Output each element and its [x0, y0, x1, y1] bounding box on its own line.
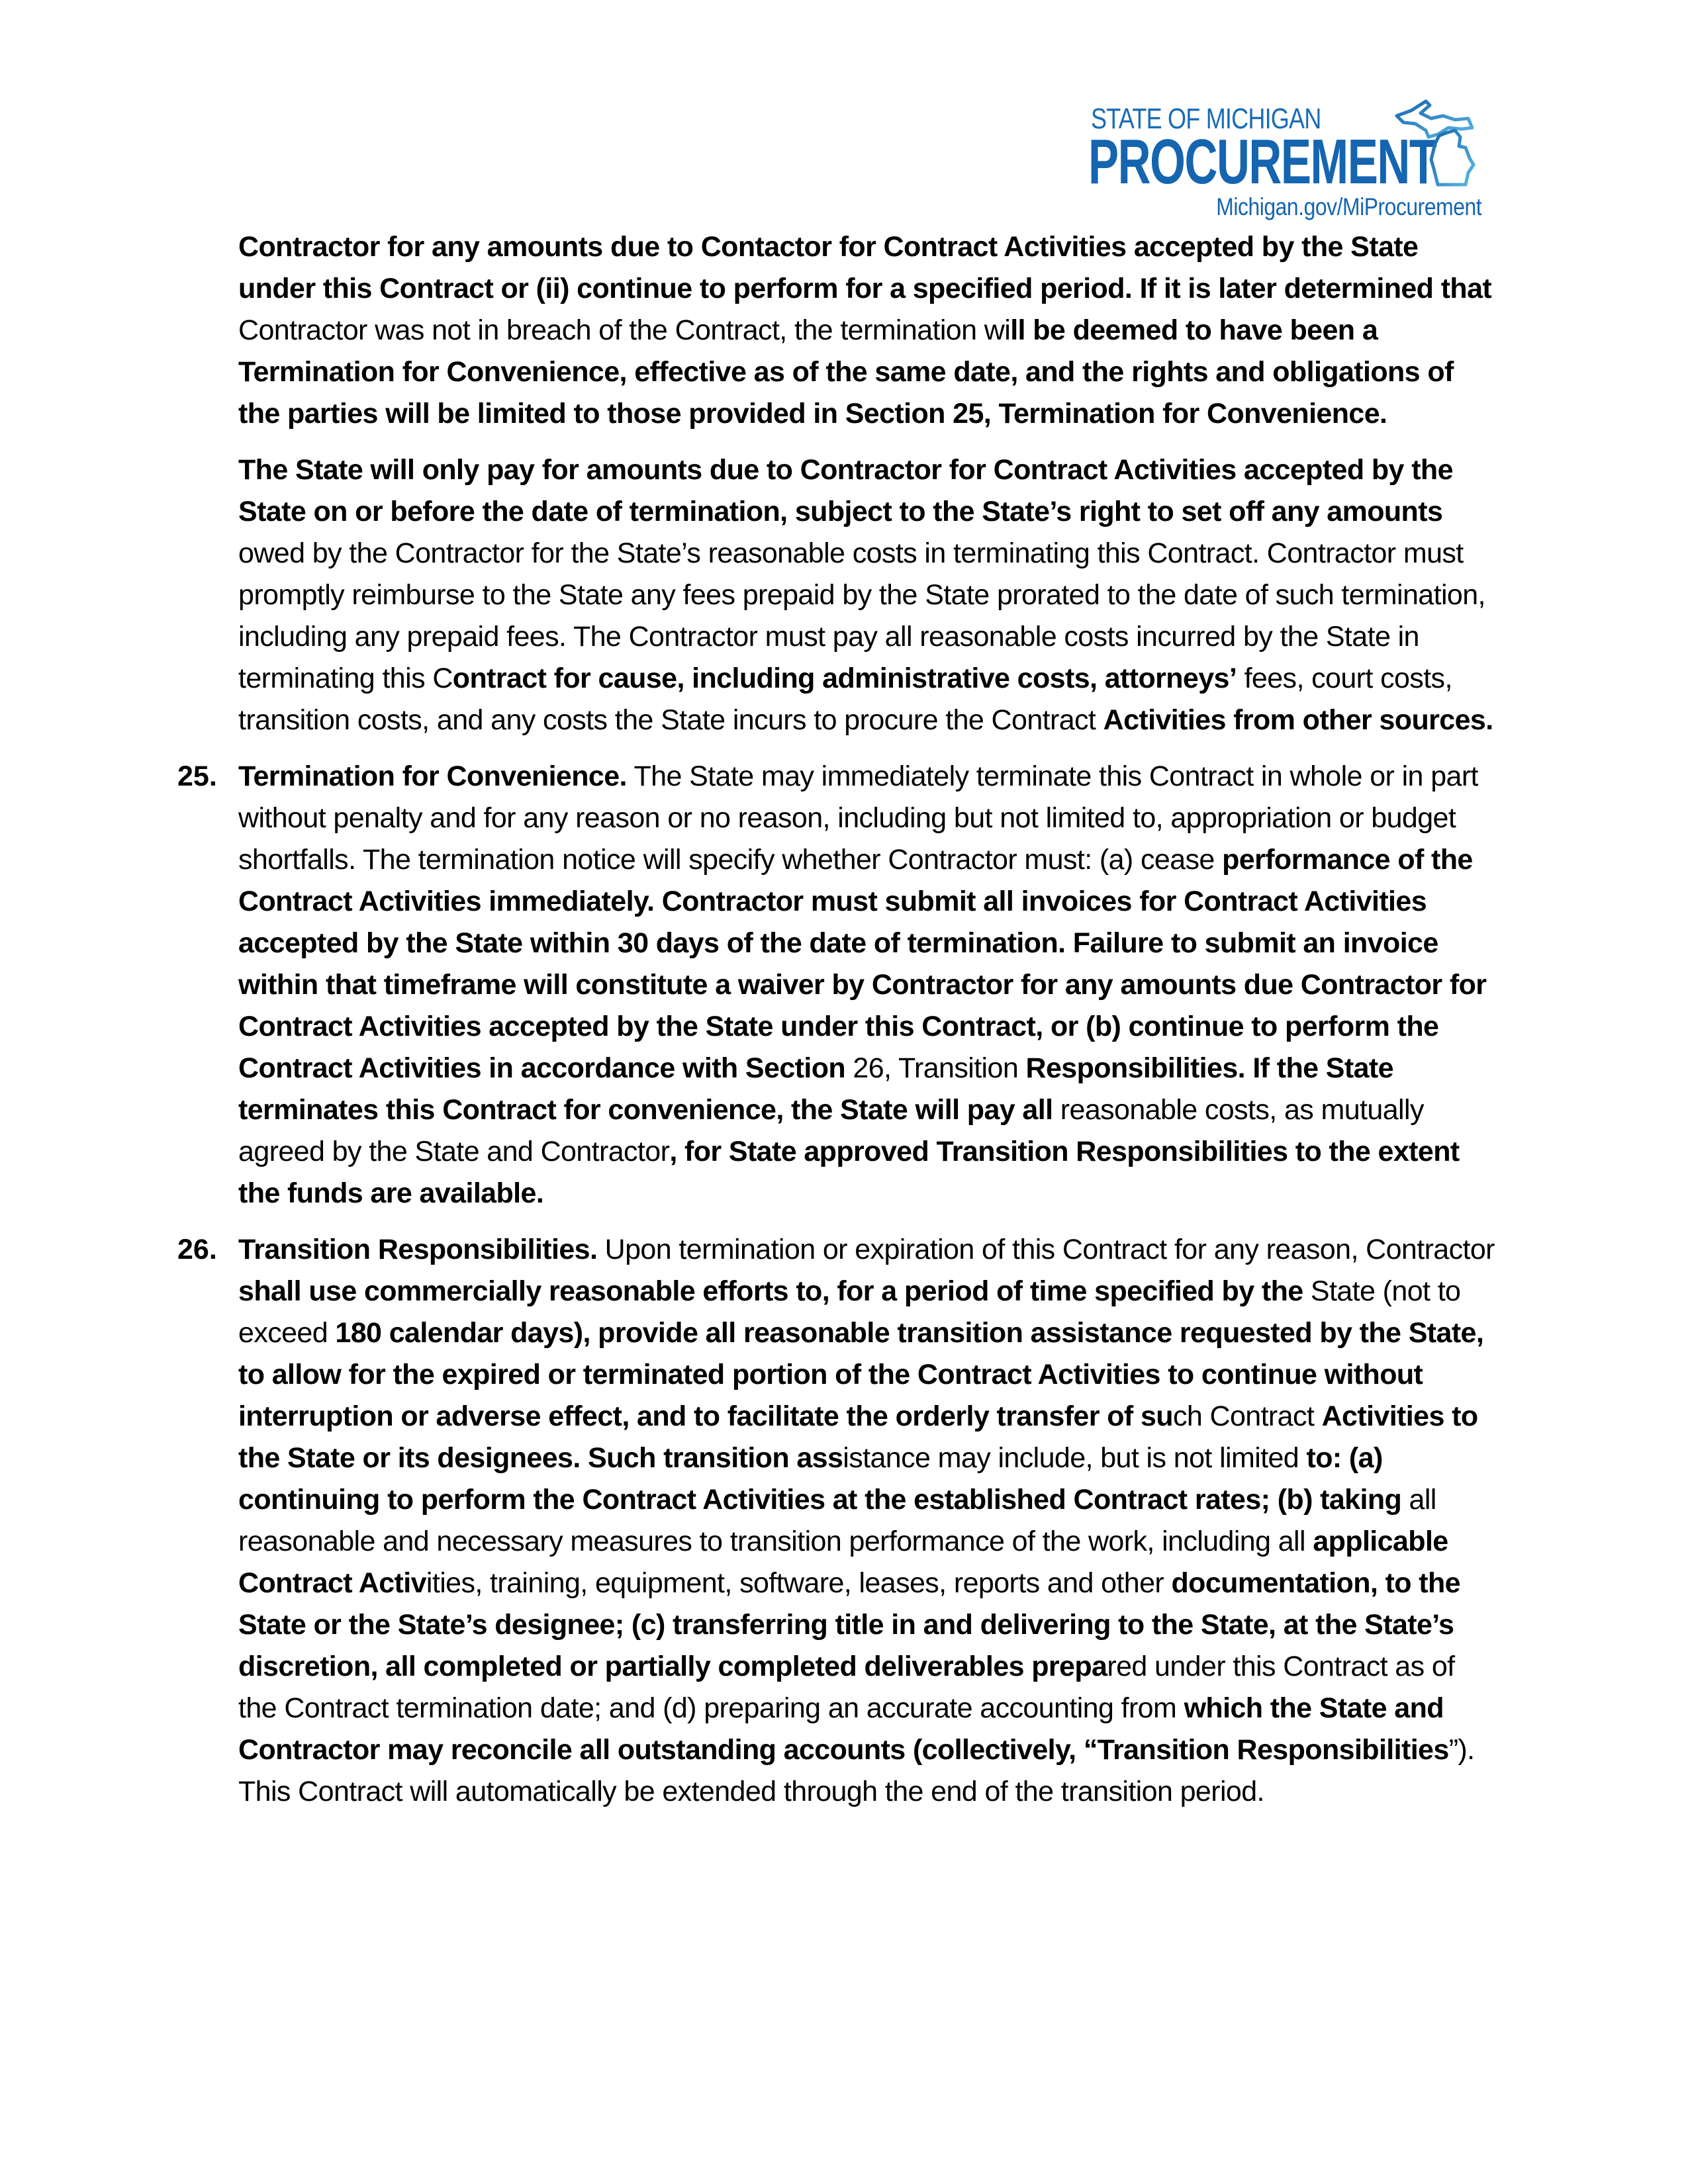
- logo-procurement: PROCUREMENT: [1088, 126, 1436, 197]
- section-number: 26.: [177, 1234, 217, 1265]
- logo-url: Michigan.gov/MiProcurement: [1216, 193, 1481, 220]
- paragraph-state-payment-on-termination: The State will only pay for amounts due to Contractor for Contract Activities accepted by the State on or before the date of termination, subject to the State’s right to set off any amounts owed by the Contractor for the State’s reasonable costs in terminating this Contract. Contractor must promptly reimburse to the State any fees prepaid by the State prorated to the date of such termination, including any prepaid fees. The Contractor must pay all reasonable costs incurred by the State in terminating this Contract for cause, including administrative costs, attorneys’ fees, court costs, transition costs, and any costs the State incurs to procure the Contract Activities from other sources.: [238, 454, 1493, 736]
- section-number: 25.: [177, 760, 217, 792]
- logo-state-of-michigan: STATE OF MICHIGAN: [1091, 103, 1321, 135]
- document-body: [177, 226, 1496, 1813]
- section-title: Transition Responsibilities.: [238, 1234, 598, 1265]
- section-26-transition-responsibilities: 26. Transition Responsibilities. Upon termination or expiration of this Contract for any reason, Contractor shall use commercially reasonable efforts to, for a period of time specified by the State (not to exceed 180 calendar days), provide all reasonable transition assistance requested by the State, to allow for the expired or terminated portion of the Contract Activities to continue without interruption or adverse effect, and to facilitate the orderly transfer of such Contract Activities to the State or its designees. Such transition assistance may include, but is not limited to: (a) continuing to perform the Contract Activities at the established Contract rates; (b) taking all reasonable and necessary measures to transition performance of the work, including all applicable Contract Activities, training, equipment, software, leases, reports and other documentation, to the State or the State’s designee; (c) transferring title in and delivering to the State, at the State’s discretion, all completed or partially completed deliverables prepared under this Contract as of the Contract termination date; and (d) preparing an accurate accounting from which the State and Contractor may reconcile all outstanding accounts (collectively, “Transition Responsibilities”). This Contract will automatically be extended through the end of the transition period.: [238, 1229, 1496, 1813]
- defined-term: “Transition Responsibilities: [1083, 1734, 1449, 1766]
- michigan-procurement-logo: [1086, 96, 1496, 222]
- michigan-map-icon: [1391, 96, 1491, 189]
- section-title: Termination for Convenience.: [238, 760, 627, 792]
- section-25-termination-for-convenience: 25. Termination for Convenience. The State may immediately terminate this Contract in whole or in part without penalty and for any reason or no reason, including but not limited to, appropriation or budget shortfalls. The termination notice will specify whether Contractor must: (a) cease performance of the Contract Activities immediately. Contractor must submit all invoices for Contract Activities accepted by the State within 30 days of the date of termination. Failure to submit an invoice within that timeframe will constitute a waiver by Contractor for any amounts due Contractor for Contract Activities accepted by the State under this Contract, or (b) continue to perform the Contract Activities in accordance with Section 26, Transition Responsibilities. If the State terminates this Contract for convenience, the State will pay all reasonable costs, as mutually agreed by the State and Contractor, for State approved Transition Responsibilities to the extent the funds are available.: [238, 756, 1496, 1214]
- paragraph-termination-for-cause-continued: Contractor for any amounts due to Contactor for Contract Activities accepted by the State under this Contract or (ii) continue to perform for a specified period. If it is later determined that Contractor was not in breach of the Contract, the termination will be deemed to have been a Termination for Convenience, effective as of the same date, and the rights and obligations of the parties will be limited to those provided in Section 25, Termination for Convenience.: [238, 231, 1492, 430]
